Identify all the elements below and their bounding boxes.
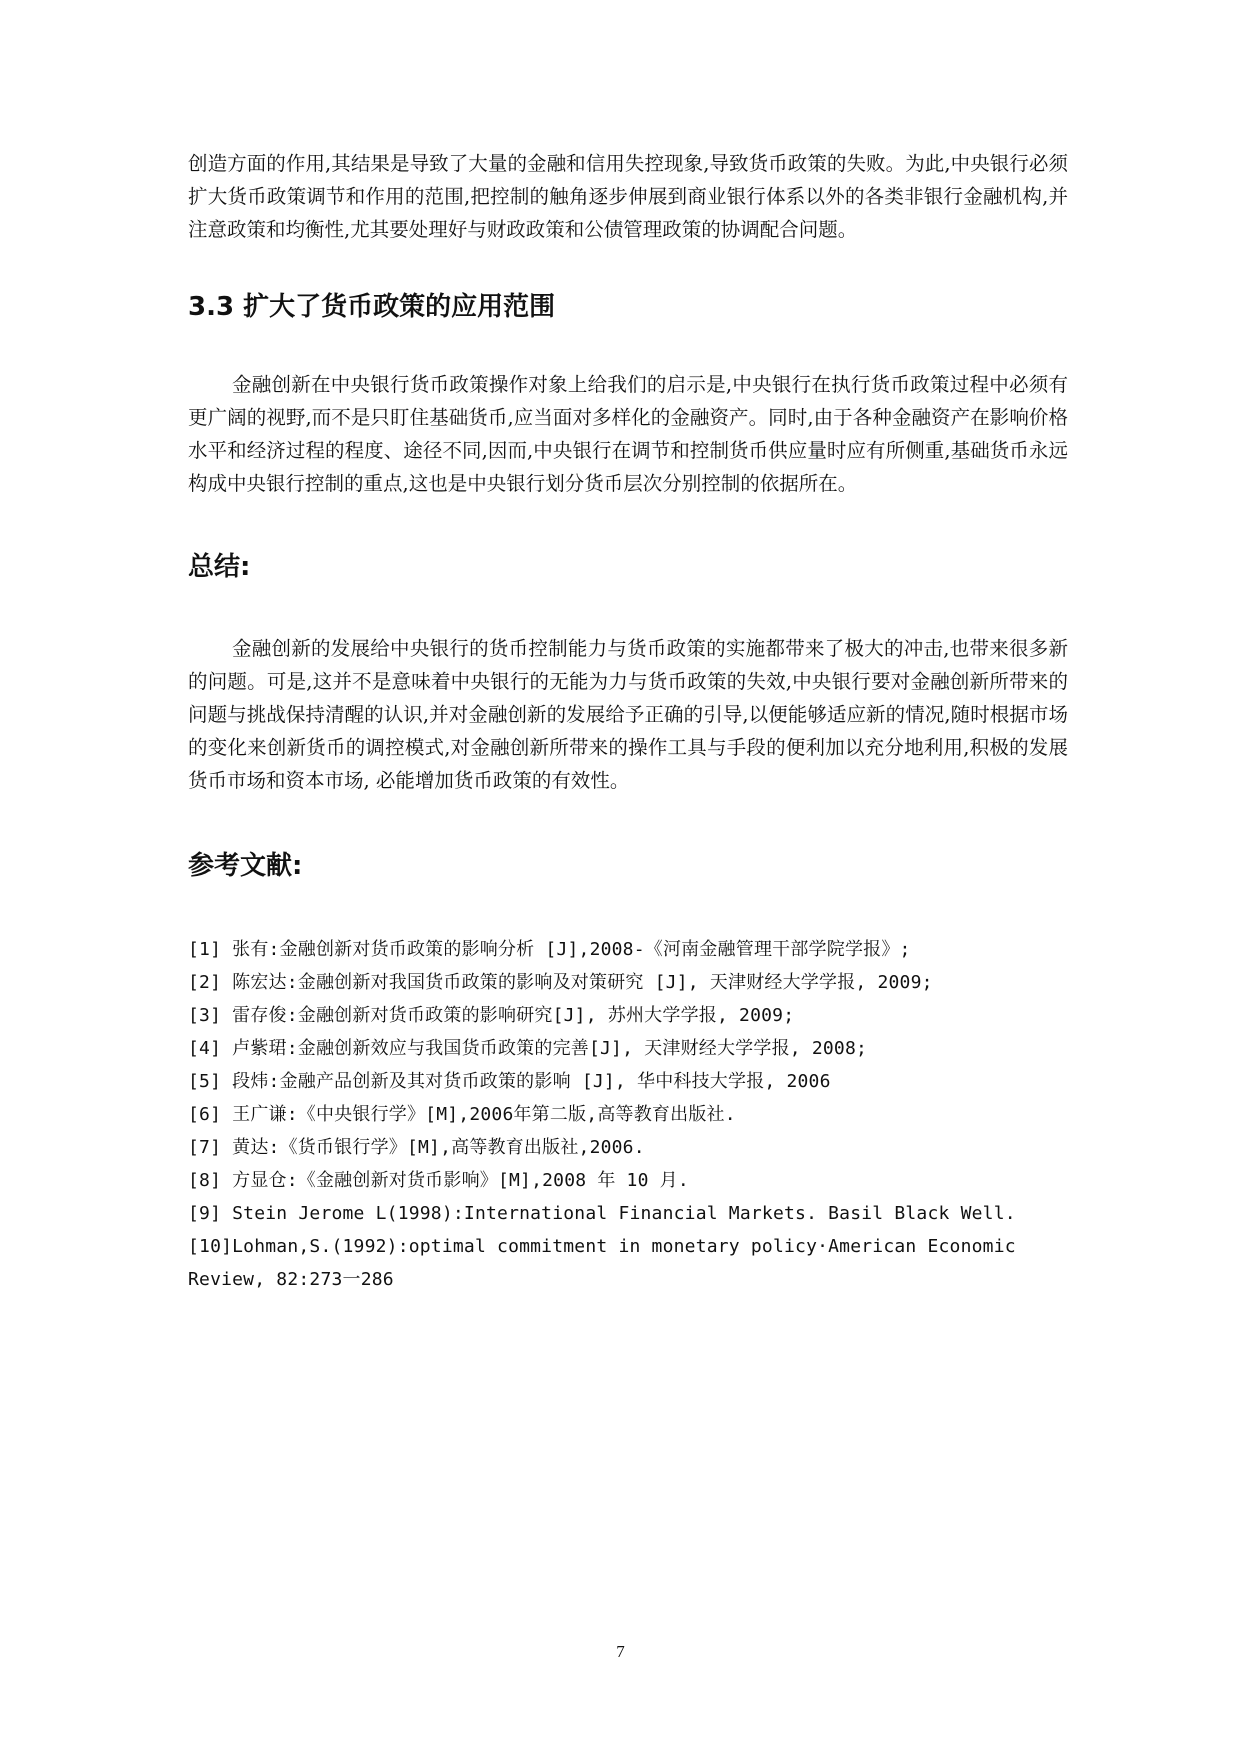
summary-paragraph: 金融创新的发展给中央银行的货币控制能力与货币政策的实施都带来了极大的冲击,也带来很多新的问题。可是,这并不是意味着中央银行的无能为力与货币政策的失效,中央银行要对金融创新所带来的问题与挑战保持清醒的认识,并对金融创新的发展给予正确的引导,以便能够适应新的情况,随时根据市场的变化来创新货币的调控模式,对金融创新所带来的操作工具与手段的便利加以充分地利用,积极的发展货币市场和资本市场, 必能增加货币政策的有效性。 (188, 637, 1068, 792)
reference-item: [6] 王广谦:《中央银行学》[M],2006年第二版,高等教育出版社. (188, 1104, 736, 1125)
section-3-3-heading: 3.3 扩大了货币政策的应用范围 (188, 292, 556, 322)
reference-item: [5] 段炜:金融产品创新及其对货币政策的影响 [J], 华中科技大学报, 2006 (188, 1071, 831, 1092)
page-content (188, 147, 1068, 1296)
reference-item: [2] 陈宏达:金融创新对我国货币政策的影响及对策研究 [J], 天津财经大学学报, 2009; (188, 972, 933, 993)
reference-item: [10]Lohman,S.(1992):optimal commitment in monetary policy·American Economic Review, 82:273一286 (188, 1236, 1027, 1290)
summary-heading: 总结: (188, 552, 251, 582)
reference-item: [9] Stein Jerome L(1998):International Financial Markets. Basil Black Well. (188, 1203, 1016, 1224)
references-heading: 参考文献: (188, 851, 303, 881)
references-list (188, 933, 1068, 1296)
reference-item: [7] 黄达:《货币银行学》[M],高等教育出版社,2006. (188, 1137, 645, 1158)
page-number: 7 (616, 1642, 625, 1661)
reference-item: [1] 张有:金融创新对货币政策的影响分析 [J],2008-《河南金融管理干部学院学报》; (188, 939, 911, 960)
intro-paragraph: 创造方面的作用,其结果是导致了大量的金融和信用失控现象,导致货币政策的失败。为此,中央银行必须扩大货币政策调节和作用的范围,把控制的触角逐步伸展到商业银行体系以外的各类非银行金融机构,并注意政策和均衡性,尤其要处理好与财政政策和公债管理政策的协调配合问题。 (188, 152, 1068, 241)
section-3-3-paragraph: 金融创新在中央银行货币政策操作对象上给我们的启示是,中央银行在执行货币政策过程中必须有更广阔的视野,而不是只盯住基础货币,应当面对多样化的金融资产。同时,由于各种金融资产在影响价格水平和经济过程的程度、途径不同,因而,中央银行在调节和控制货币供应量时应有所侧重,基础货币永远构成中央银行控制的重点,这也是中央银行划分货币层次分别控制的依据所在。 (188, 373, 1068, 495)
reference-item: [8] 方显仓:《金融创新对货币影响》[M],2008 年 10 月. (188, 1170, 689, 1191)
reference-item: [4] 卢紫珺:金融创新效应与我国货币政策的完善[J], 天津财经大学学报, 2008; (188, 1038, 868, 1059)
reference-item: [3] 雷存俊:金融创新对货币政策的影响研究[J], 苏州大学学报, 2009; (188, 1005, 795, 1026)
